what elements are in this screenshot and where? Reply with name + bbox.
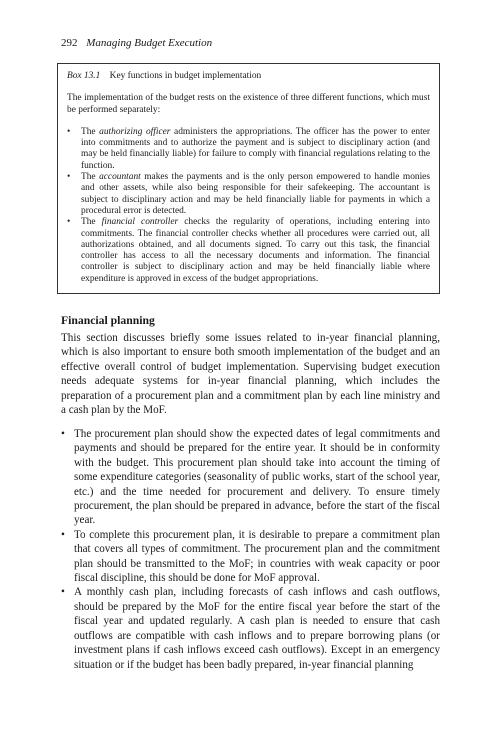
box-item-role: authorizing officer [99, 126, 171, 137]
section-heading: Financial planning [61, 314, 155, 327]
box-title: Key functions in budget implementation [109, 71, 262, 81]
box-item-accountant [67, 172, 430, 217]
bullet-commitment-plan [61, 528, 440, 586]
bullet-text: To complete this procurement plan, it is desirable to prepare a commitment plan that covers all types of commitment. The procurement plan and the commitment plan should be transmitted to the MoF; in countries with weak capacity or poor fiscal discipline, this should be done for MoF approval. [74, 528, 440, 585]
planning-bullet-list [61, 427, 440, 672]
bullet-icon: • [61, 586, 65, 599]
running-head-title: Managing Budget Execution [86, 37, 213, 49]
box-label: Box 13.1 [67, 71, 101, 81]
bullet-text: A monthly cash plan, including forecasts of cash inflows and cash outflows, should be prepared by the MoF for the entire fiscal year before the start of the fiscal year and updated regularly. A cash plan is needed to ensure that cash outflows are compatible with cash inflows and to prepare borrowing plans (or investment plans if cash inflows exceed cash outflows). Except in an emergency situation or if the budget has been badly prepared, in-year financial planning [74, 586, 440, 671]
box-intro: The implementation of the budget rests on the existence of three different functions, which must be performed separately: [67, 93, 430, 115]
box-item-pre: The [81, 126, 100, 137]
bullet-icon: • [67, 217, 71, 228]
box-item-text: makes the payments and is the only person empowered to handle monies and other assets, while also being responsible for their safekeeping. The accountant is subject to disciplinary action and may be held financially liable for payments in which a procedural error is detected. [81, 172, 430, 216]
bullet-procurement-plan [61, 427, 440, 528]
box-item-role: accountant [99, 172, 141, 183]
running-head [61, 36, 212, 50]
box-item-text: checks the regularity of operations, including entering into commitments. The financial controller checks whether all procedures were carried out, all authorizations obtained, and all documents signed. To carry out this task, the financial controller has access to all the necessary documents and information. The financial controller is subject to disciplinary action and may be held financially liable where expenditure is approved in excess of the budget appropriations. [81, 217, 430, 284]
box-item-pre: The [81, 172, 100, 183]
box-function-list [67, 127, 430, 285]
bullet-cash-plan [61, 585, 440, 671]
bullet-text: The procurement plan should show the expected dates of legal commitments and payments and should be prepared for the entire year. It should be in conformity with the budget. This procurement plan should take into account the timing of some expenditure categories (seasonality of public works, start of the school year, etc.) and the time needed for procurement and delivery. To ensure timely procurement, the plan should be prepared in advance, before the start of the fiscal year. [74, 428, 440, 527]
box-item-role: financial controller [101, 217, 179, 228]
box-title-line [67, 71, 430, 82]
bullet-icon: • [67, 126, 71, 137]
bullet-icon: • [61, 528, 65, 541]
page-number: 292 [61, 37, 78, 49]
box-item-authorizing-officer [67, 127, 430, 172]
bullet-icon: • [61, 428, 65, 440]
box-13-1 [57, 63, 440, 294]
box-item-pre: The [81, 217, 102, 228]
box-item-financial-controller [67, 217, 430, 285]
box-item-text: administers the appropriations. The officer has the power to enter into commitments and to authorize the payment and is subject to disciplinary action (and may be held financially liable) for failure to comply with financial regulations relating to the function. [81, 126, 431, 171]
section-paragraph: This section discusses briefly some issues related to in-year financial planning, which is also important to ensure both smooth implementation of the budget and an effective overall control of budget implementation. Supervising budget execution needs adequate systems for in-year financial planning, which includes the preparation of a procurement plan and a commitment plan by each line ministry and a cash plan by the MoF. [61, 332, 440, 417]
bullet-icon: • [67, 172, 71, 183]
